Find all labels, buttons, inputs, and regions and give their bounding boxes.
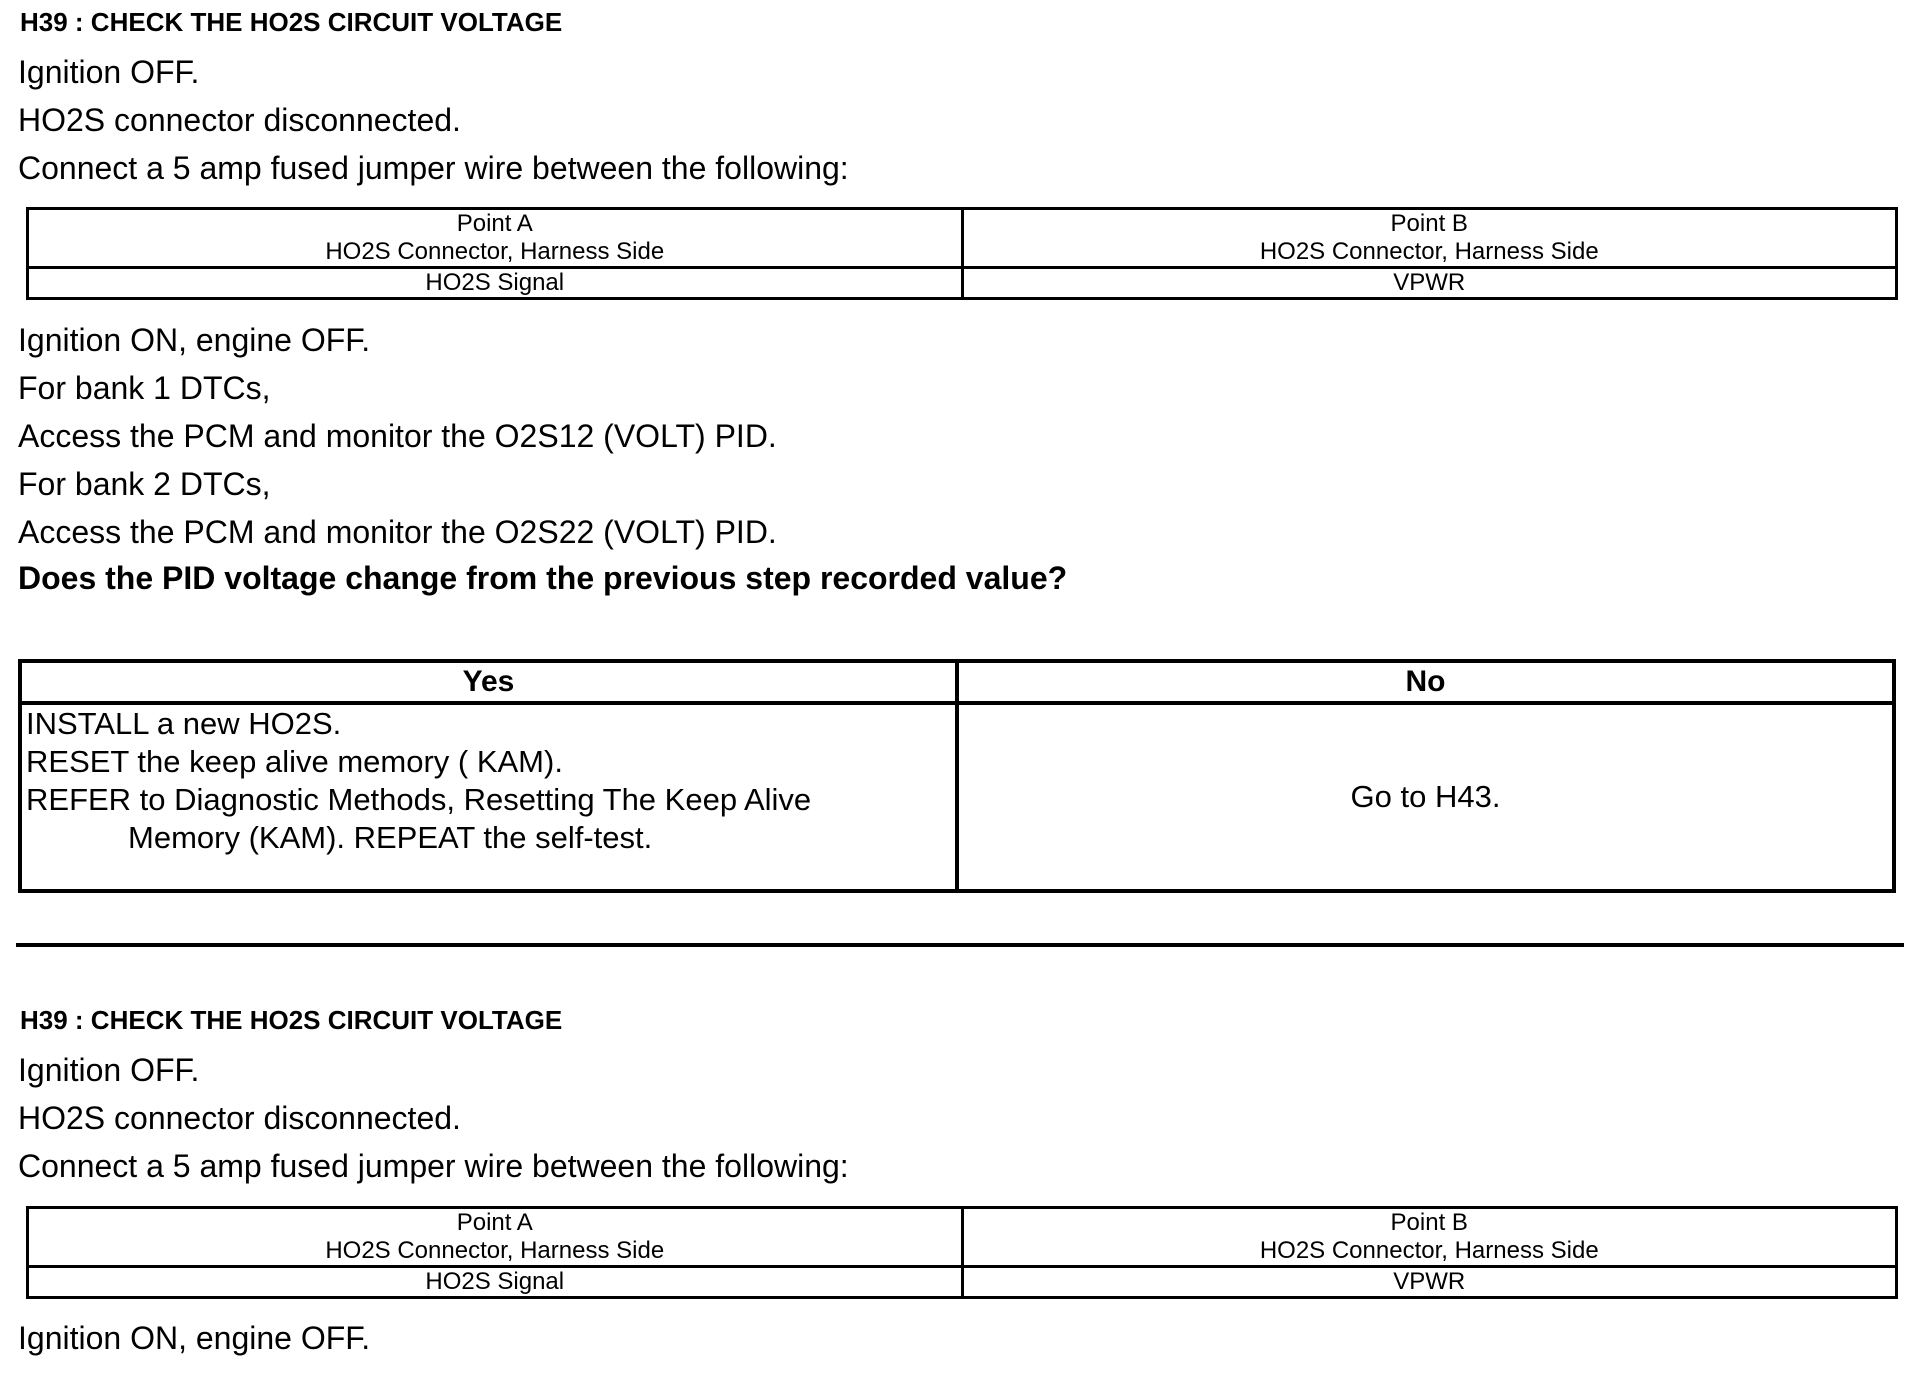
section1-step-monitor-o2s22: Access the PCM and monitor the O2S22 (VOLT) PID. bbox=[18, 514, 777, 550]
section1-point-a-title: Point A bbox=[456, 210, 533, 237]
section2-point-b-circuit: VPWR bbox=[962, 1267, 1897, 1298]
section2-heading: H39 : CHECK THE HO2S CIRCUIT VOLTAGE bbox=[20, 1005, 563, 1035]
section1-point-a-location: HO2S Connector, Harness Side bbox=[325, 238, 665, 265]
no-cell: Go to H43. bbox=[957, 703, 1894, 891]
section1-step-ignition-on: Ignition ON, engine OFF. bbox=[18, 322, 371, 358]
section2-step-connector-disconnected: HO2S connector disconnected. bbox=[18, 1100, 461, 1136]
section1-step-monitor-o2s12: Access the PCM and monitor the O2S12 (VOLT) PID. bbox=[18, 418, 777, 454]
section2-point-b-location: HO2S Connector, Harness Side bbox=[1259, 1237, 1599, 1264]
yes-header: Yes bbox=[20, 661, 957, 703]
section2-step-ignition-on: Ignition ON, engine OFF. bbox=[18, 1320, 371, 1356]
section2-point-a-title: Point A bbox=[456, 1209, 533, 1236]
section2-point-b-header bbox=[962, 1208, 1897, 1267]
section2-point-b-title: Point B bbox=[1390, 1209, 1468, 1236]
section1-step-connect-jumper: Connect a 5 amp fused jumper wire between the following: bbox=[18, 150, 849, 186]
section1-point-b-title: Point B bbox=[1390, 210, 1468, 237]
section1-step-bank1: For bank 1 DTCs, bbox=[18, 370, 271, 406]
section2-jumper-table bbox=[26, 1206, 1898, 1299]
section2-point-a-location: HO2S Connector, Harness Side bbox=[325, 1237, 665, 1264]
section1-result-table bbox=[18, 659, 1896, 893]
section1-point-a-header bbox=[28, 209, 963, 268]
section2-point-a-header bbox=[28, 1208, 963, 1267]
section1-heading: H39 : CHECK THE HO2S CIRCUIT VOLTAGE bbox=[20, 7, 563, 37]
section1-step-ignition-off: Ignition OFF. bbox=[18, 54, 200, 90]
section-divider bbox=[16, 943, 1904, 947]
no-header: No bbox=[957, 661, 1894, 703]
yes-line-repeat: Memory (KAM). REPEAT the self-test. bbox=[128, 820, 653, 855]
yes-cell bbox=[20, 703, 957, 891]
section1-step-bank2: For bank 2 DTCs, bbox=[18, 466, 271, 502]
yes-line-reset: RESET the keep alive memory ( KAM). bbox=[26, 744, 563, 779]
yes-line-install: INSTALL a new HO2S. bbox=[26, 706, 342, 741]
section2-step-ignition-off: Ignition OFF. bbox=[18, 1052, 200, 1088]
section1-question: Does the PID voltage change from the previous step recorded value? bbox=[18, 560, 1068, 596]
section1-point-a-circuit: HO2S Signal bbox=[28, 268, 963, 299]
section1-jumper-table bbox=[26, 207, 1898, 300]
section1-point-b-header bbox=[962, 209, 1897, 268]
section2-point-a-circuit: HO2S Signal bbox=[28, 1267, 963, 1298]
yes-line-refer: REFER to Diagnostic Methods, Resetting The Keep Alive bbox=[26, 782, 812, 817]
section1-point-b-location: HO2S Connector, Harness Side bbox=[1259, 238, 1599, 265]
section1-point-b-circuit: VPWR bbox=[962, 268, 1897, 299]
section2-step-connect-jumper: Connect a 5 amp fused jumper wire between the following: bbox=[18, 1148, 849, 1184]
section1-step-connector-disconnected: HO2S connector disconnected. bbox=[18, 102, 461, 138]
